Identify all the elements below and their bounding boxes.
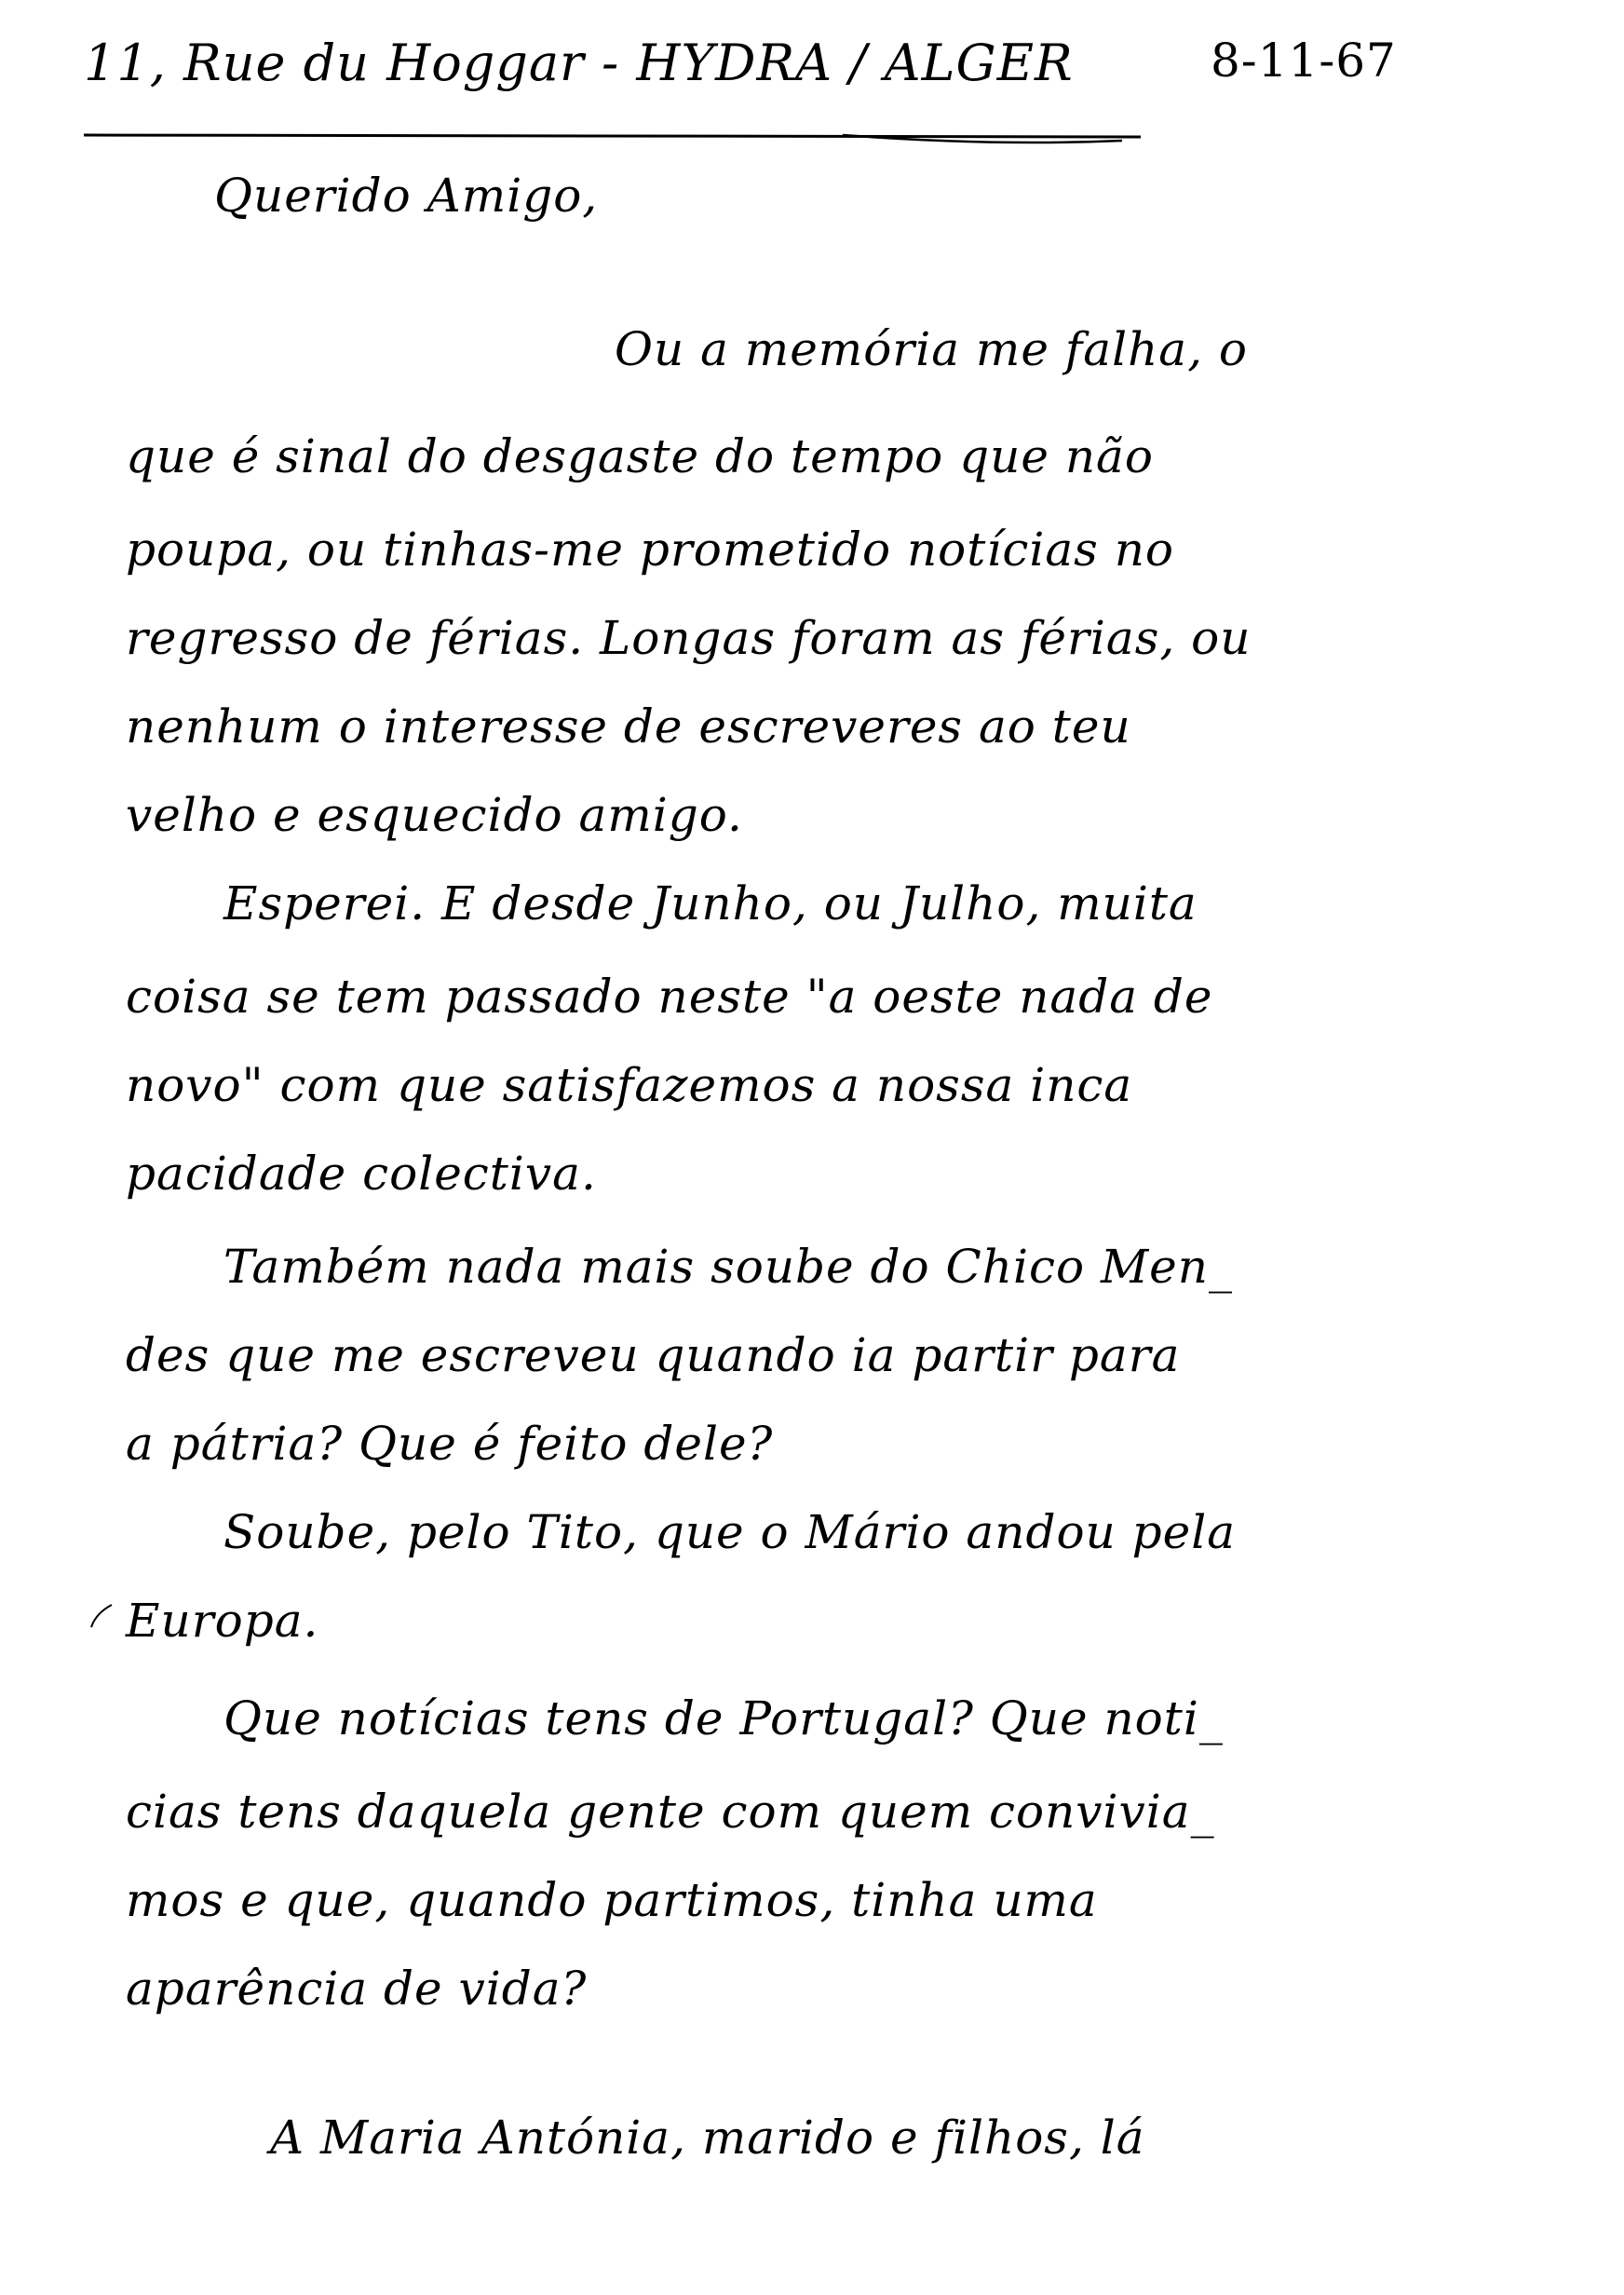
- pen-stroke-mark: [88, 1602, 116, 1630]
- letter-line: aparência de vida?: [126, 1962, 588, 2016]
- letter-line: coisa se tem passado neste "a oeste nada de: [126, 970, 1213, 1024]
- letter-line: a pátria? Que é feito dele?: [126, 1417, 774, 1471]
- letter-line: mos e que, quando partimos, tinha uma: [126, 1873, 1098, 1927]
- address-underline: [79, 98, 1150, 154]
- letter-line: novo" com que satisfazemos a nossa inca: [126, 1058, 1133, 1112]
- letter-line: cias tens daquela gente com quem convivia_: [126, 1785, 1215, 1839]
- letter-line: Esperei. E desde Junho, ou Julho, muita: [223, 876, 1198, 930]
- letter-line: pacidade colectiva.: [126, 1147, 597, 1201]
- letter-line: Também nada mais soube do Chico Men_: [223, 1240, 1233, 1294]
- letter-greeting: Querido Amigo,: [214, 169, 599, 223]
- letter-line: Ou a memória me falha, o: [615, 322, 1249, 376]
- letter-line: velho e esquecido amigo.: [126, 788, 743, 842]
- letter-line: que é sinal do desgaste do tempo que não: [126, 429, 1154, 483]
- letter-line: A Maria Antónia, marido e filhos, lá: [270, 2111, 1145, 2165]
- letter-date: 8-11-67: [1211, 34, 1397, 88]
- letter-line: Soube, pelo Tito, que o Mário andou pela: [223, 1505, 1237, 1559]
- letter-line: nenhum o interesse de escreveres ao teu: [126, 699, 1131, 754]
- letter-line: regresso de férias. Longas foram as férias, ou: [126, 611, 1252, 665]
- letter-line: des que me escreveu quando ia partir para: [126, 1328, 1181, 1382]
- letter-line: Que notícias tens de Portugal? Que noti_: [223, 1691, 1224, 1745]
- letter-line: Europa.: [126, 1594, 319, 1648]
- letter-line: poupa, ou tinhas-me prometido notícias no: [126, 523, 1175, 577]
- letter-address: 11, Rue du Hoggar - HYDRA / ALGER: [84, 34, 1074, 92]
